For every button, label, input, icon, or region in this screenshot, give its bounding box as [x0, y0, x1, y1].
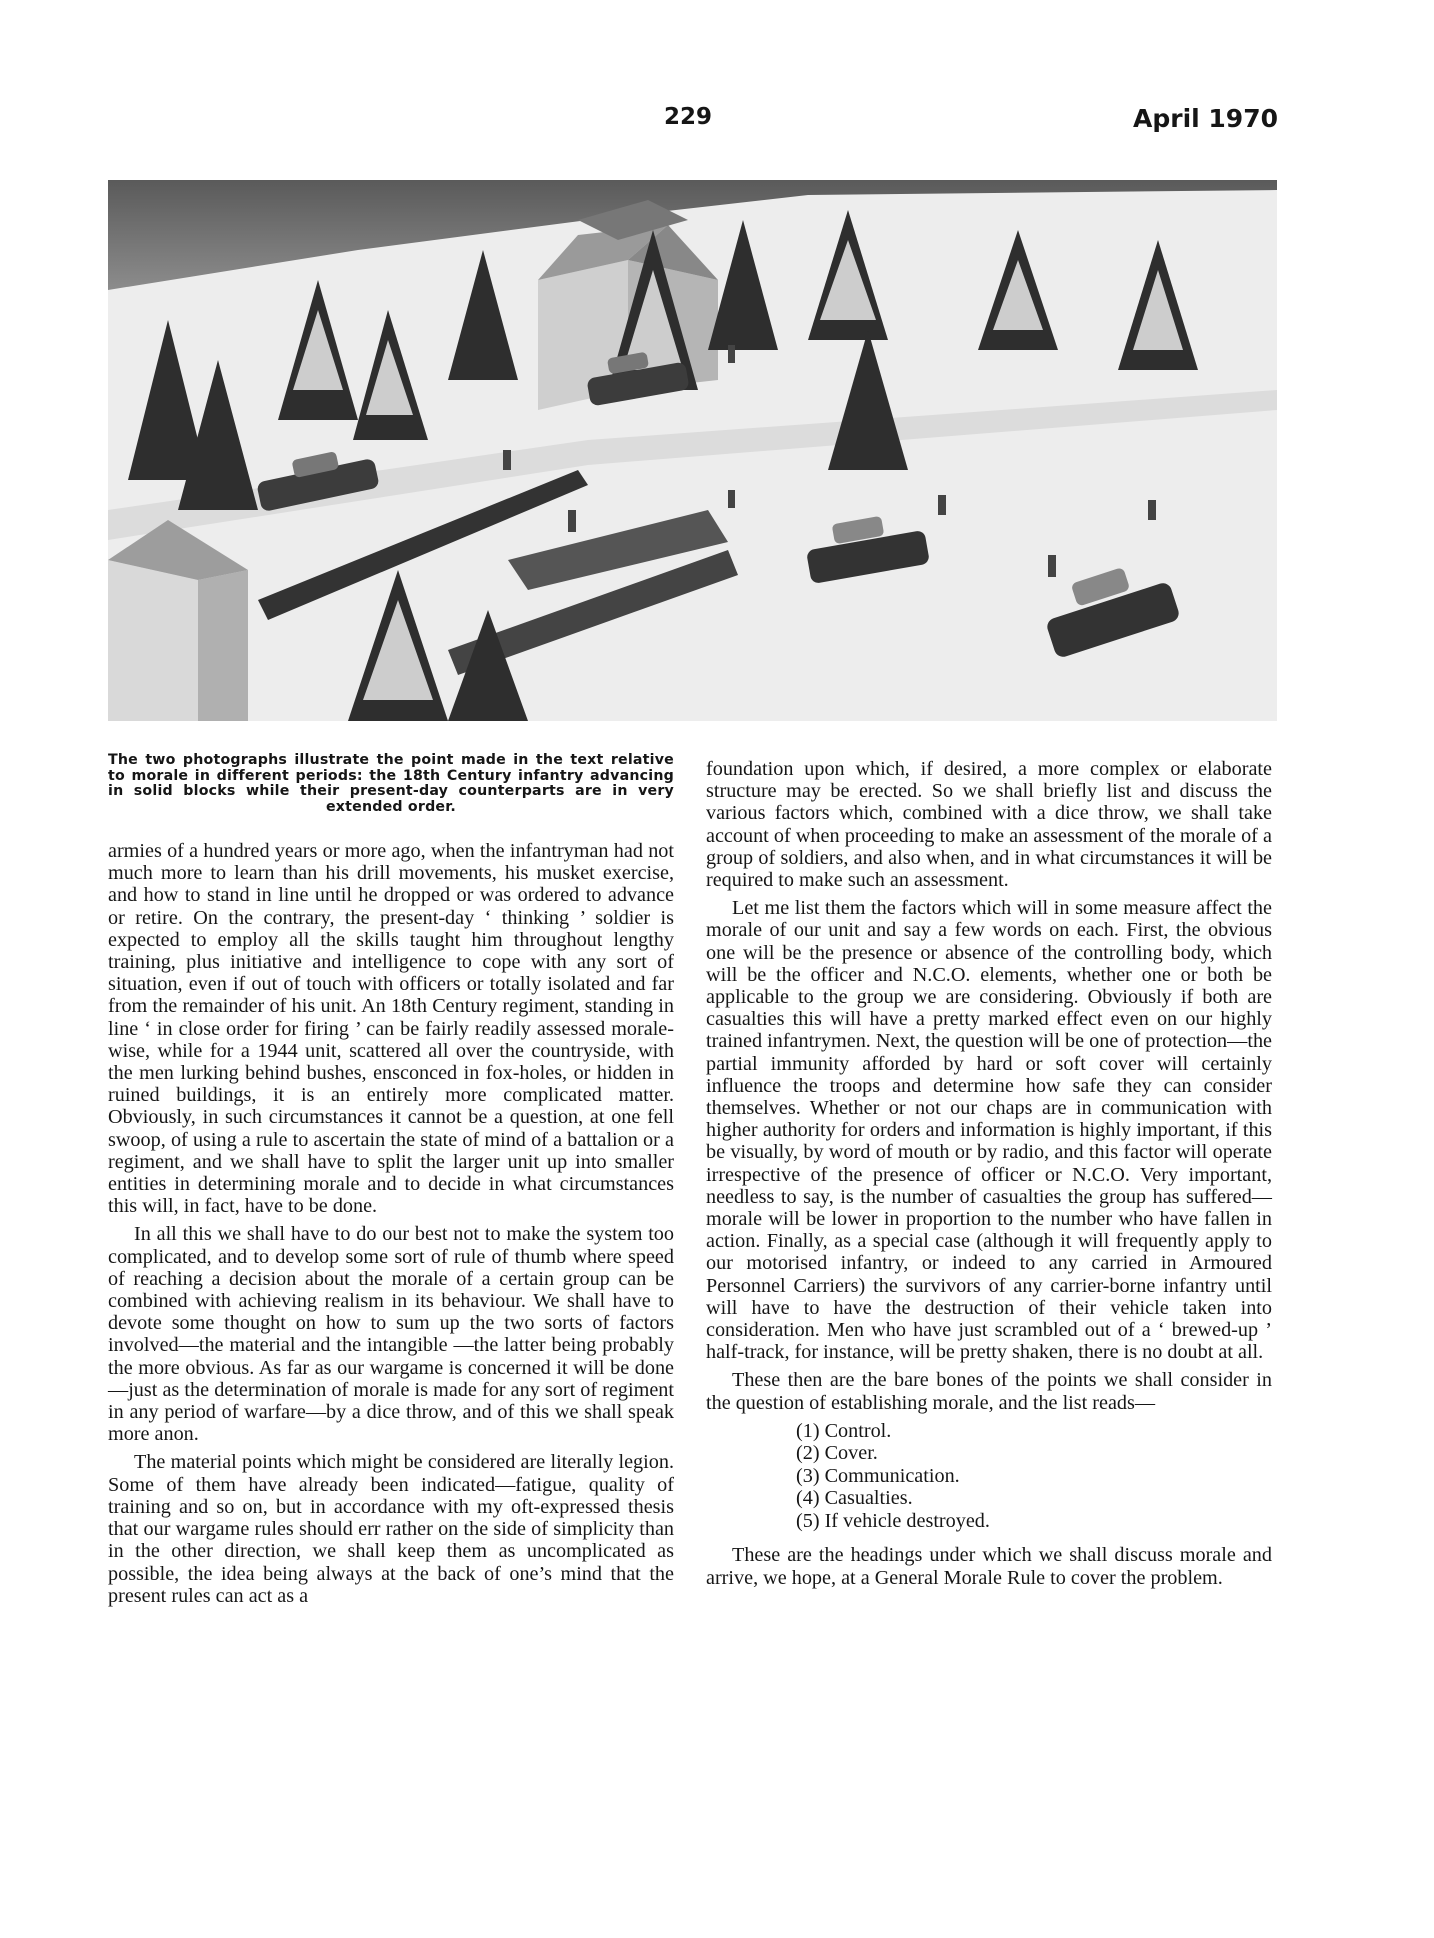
- list-item: (1) Control.: [796, 1419, 892, 1442]
- page-header: [0, 104, 1434, 138]
- issue-date: April 1970: [1133, 104, 1278, 133]
- paragraph: The material points which might be considered are literally legion. Some of them have already been indicated—fatigue, quality of training and so on, but in accordance with my oft-expressed thesis that our wargame rules should err rather on the side of simplicity than in the other direction, we shall keep them as uncomplicated as possible, the idea being always at the back of one’s mind that the present rules can act as a: [108, 1451, 674, 1607]
- list-item: (4) Casualties.: [796, 1487, 913, 1510]
- page-number: 229: [663, 104, 712, 130]
- wargame-photograph: [108, 180, 1277, 721]
- paragraph: Let me list them the factors which will in some measure affect the morale of our unit and say a few words on each. First, the obvious one will be the presence or absence of the controlling body, which will be the officer and N.C.O. elements, whether one or both be applicable to the group we are considering. Obviously if both are casualties this will have a pretty marked effect even on our highly trained infantrymen. Next, the question will be one of protection—the partial immunity afforded by hard or soft cover will certainly influence the troops and determine how safe they can consider themselves. Whether or not our chaps are in communication with higher authority for orders and information is highly important, if this be visually, by word of mouth or by radio, and this factor will operate irrespective of the presence of officer or N.C.O. Very important, needless to say, is the number of casualties the group has suffered—morale will be lower in proportion to the number who have fallen in action. Finally, as a special case (although it will frequently apply to our motorised infantry, or indeed to any carried in Armoured Personnel Carriers) the survivors of any carrier-borne infantry until will have to have the destruction of their vehicle taken into consideration. Men who have just scrambled out of a ‘ brewed-up ’ half-track, for instance, will be pretty shaken, there is no doubt at all.: [706, 897, 1272, 1364]
- paragraph: armies of a hundred years or more ago, when the infantryman had not much more to learn than his drill movements, his musket exercise, and how to stand in line until he dropped or was ordered to advance or retire. On the contrary, the present-day ‘ thinking ’ soldier is expected to employ all the skills taught him throughout lengthy training, plus initiative and intelligence to cope with any sort of situation, even if out of touch with officers or totally isolated and far from the remainder of his unit. An 18th Century regiment, standing in line ‘ in close order for firing ’ can be fairly readily assessed morale-wise, while for a 1944 unit, scattered all over the countryside, with the men lurking behind bushes, ensconced in fox-holes, or hidden in ruined buildings, it is an entirely more complicated matter. Obviously, in such circumstances it cannot be a question, at one fell swoop, of using a rule to ascertain the state of mind of a battalion or a regiment, and we shall have to split the larger unit up into smaller entities in determining morale and to decide in what circumstances this will, in fact, have to be done.: [108, 840, 674, 1218]
- photo-caption: The two photographs illustrate the point made in the text relative to morale in different periods: the 18th Century infantry advancing in solid blocks while their present-day counterparts are in very extended order.: [108, 752, 674, 815]
- morale-factors-list: [796, 1420, 1272, 1533]
- paragraph: foundation upon which, if desired, a more complex or elaborate structure may be erected. So we shall briefly list and discuss the various factors which, combined with a dice throw, we shall take account of when proceeding to make an assessment of the morale of a group of soldiers, and also when, and in what circumstances it will be required to make such an assessment.: [706, 758, 1272, 892]
- list-item: (5) If vehicle destroyed.: [796, 1509, 990, 1532]
- right-column: [706, 758, 1272, 1595]
- wargame-photo-illustration: [108, 180, 1277, 721]
- paragraph: These then are the bare bones of the points we shall consider in the question of establishing morale, and the list reads—: [706, 1369, 1272, 1414]
- list-item: (2) Cover.: [796, 1442, 878, 1465]
- list-item: (3) Communication.: [796, 1464, 960, 1487]
- paragraph: In all this we shall have to do our best not to make the system too complicated, and to develop some sort of rule of thumb where speed of reaching a decision about the morale of a certain group can be combined with achieving realism in its behaviour. We shall have to devote some thought on how to sum up the two sorts of factors involved—the material and the intangible —the latter being probably the more obvious. As far as our wargame is concerned it will be done—just as the determination of morale is made for any sort of regiment in any period of warfare—by a dice throw, and of this we shall speak more anon.: [108, 1223, 674, 1446]
- paragraph: These are the headings under which we shall discuss morale and arrive, we hope, at a General Morale Rule to cover the problem.: [706, 1544, 1272, 1589]
- left-column: [108, 840, 674, 1613]
